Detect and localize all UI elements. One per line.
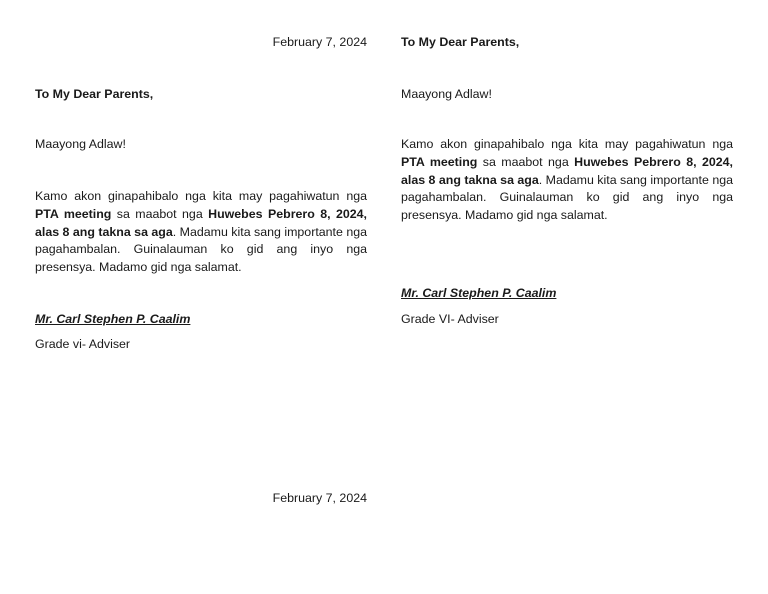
letter-signature: Mr. Carl Stephen P. Caalim xyxy=(401,286,557,300)
body-text: Kamo akon ginapahibalo nga kita may pagahiwatun nga xyxy=(401,137,733,151)
body-text: . Madamu kita sang importante nga pagahambalan. Guinalauman ko gid ang inyo nga presensya. Madamo gid nga salamat. xyxy=(401,172,734,223)
body-bold-text: PTA meeting xyxy=(401,154,478,169)
letter-date: February 7, 2024 xyxy=(272,35,367,49)
letter-position: Grade VI- Adviser xyxy=(401,312,499,326)
letter-position: Grade vi- Adviser xyxy=(35,337,131,351)
letter-signature: Mr. Carl Stephen P. Caalim xyxy=(35,312,191,326)
letter-salutation: To My Dear Parents, xyxy=(401,35,520,49)
left-letter xyxy=(35,0,367,594)
body-bold-text: PTA meeting xyxy=(35,206,112,221)
letter-greeting: Maayong Adlaw! xyxy=(401,87,492,101)
right-letter xyxy=(401,0,733,594)
body-text: Kamo akon ginapahibalo nga kita may pagahiwatun nga xyxy=(35,189,367,203)
letter-body xyxy=(35,188,367,277)
letter-salutation: To My Dear Parents, xyxy=(35,87,154,101)
body-text: . Madamu kita sang importante nga pagahambalan. Guinalauman ko gid ang inyo nga presensya. Madamo gid nga salamat. xyxy=(35,224,368,275)
body-bold-text: Huwebes Pebrero 8, 2024, alas 8 ang takna sa aga xyxy=(401,154,733,187)
letter-greeting: Maayong Adlaw! xyxy=(35,137,126,151)
body-text: sa maabot nga xyxy=(477,154,575,169)
letter-body xyxy=(401,136,733,225)
body-bold-text: Huwebes Pebrero 8, 2024, alas 8 ang takna sa aga xyxy=(35,206,367,239)
body-text: sa maabot nga xyxy=(111,206,209,221)
letter-date: February 7, 2024 xyxy=(272,491,367,505)
